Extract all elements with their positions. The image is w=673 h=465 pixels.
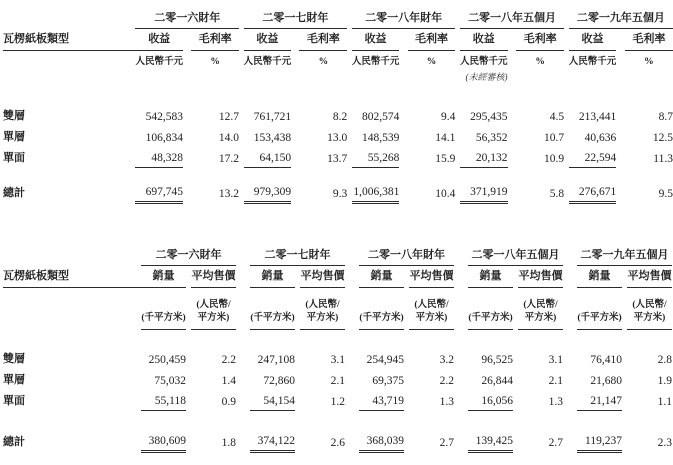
unit-label: 人民幣千元: [351, 56, 400, 67]
total-revenue-value: 979,309: [244, 182, 292, 203]
year-header: 二零一八年財年: [352, 9, 456, 29]
volume-value: 21,147: [577, 390, 622, 411]
asp-value: 1.9: [657, 374, 672, 387]
year-header: 二零一八年五個月: [468, 246, 563, 266]
margin-value: 12.7: [218, 110, 240, 123]
volume-value: 54,154: [250, 390, 295, 411]
margin-value: 9.4: [441, 110, 456, 123]
total-asp-value: 2.7: [439, 436, 454, 449]
total-revenue-value: 276,671: [569, 182, 617, 203]
asp-value: 3.2: [439, 353, 454, 366]
gross-margin-column-header: 毛利率: [625, 29, 673, 51]
revenue-value: 542,583: [145, 110, 183, 123]
total-volume-value: 368,039: [359, 431, 404, 452]
volume-value: 69,375: [372, 374, 404, 387]
revenue-value: 295,435: [470, 110, 508, 123]
revenue-value: 802,574: [361, 110, 400, 123]
total-volume-value: 380,609: [141, 431, 186, 452]
asp-column-header: 平均售價: [627, 266, 672, 288]
gross-margin-column-header: 毛利率: [299, 29, 347, 51]
margin-value: 13.7: [327, 152, 348, 165]
row-label: 單面: [3, 151, 25, 164]
total-margin-value: 5.8: [549, 187, 565, 200]
year-header: 二零一六財年: [135, 9, 239, 29]
total-margin-value: 9.5: [658, 187, 673, 200]
year-header: 二零一八年五個月: [460, 9, 564, 29]
asp-column-header: 平均售價: [191, 266, 236, 288]
total-volume-value: 139,425: [468, 431, 513, 452]
gross-margin-column-header: 毛利率: [408, 29, 456, 51]
volume-value: 26,844: [481, 374, 513, 387]
revenue-column-header: 收益: [244, 29, 292, 51]
margin-value: 15.9: [435, 152, 456, 165]
gross-margin-column-header: 毛利率: [191, 29, 239, 51]
table-row: [3, 105, 673, 126]
asp-value: 0.9: [221, 395, 236, 408]
volume-column-header: 銷量: [141, 266, 186, 288]
total-label: 總計: [3, 435, 25, 448]
revenue-value: 55,268: [352, 147, 400, 168]
volume-value: 96,525: [481, 353, 513, 366]
unit-label: 人民幣千元: [243, 56, 292, 67]
gross-margin-column-header: 毛利率: [516, 29, 564, 51]
volume-value: 250,459: [148, 353, 186, 366]
unit-label: 人民幣千元: [568, 56, 617, 67]
asp-value: 1.3: [548, 395, 563, 408]
margin-value: 10.7: [544, 131, 565, 144]
revenue-value: 22,594: [569, 147, 617, 168]
year-header: 二零一八年財年: [359, 246, 454, 266]
revenue-value: 20,132: [460, 147, 508, 168]
unit-label: %: [426, 56, 437, 67]
revenue-value: 148,539: [361, 131, 400, 144]
volume-column-header: 銷量: [359, 266, 404, 288]
margin-value: 17.2: [218, 152, 240, 165]
volume-column-header: 銷量: [250, 266, 295, 288]
row-label: 單層: [3, 130, 25, 143]
table-row: [3, 348, 672, 369]
revenue-value: 48,328: [135, 147, 183, 168]
margin-value: 14.1: [435, 131, 456, 144]
margin-value: 13.0: [327, 131, 348, 144]
volume-value: 21,680: [590, 374, 622, 387]
unit-label: (人民幣/ 平方米): [300, 288, 345, 330]
volume-value: 72,860: [263, 374, 295, 387]
unit-row: [3, 288, 672, 330]
unit-label: (千平方米): [250, 288, 295, 330]
year-header: 二零一七財年: [244, 9, 348, 29]
table-row: [3, 147, 673, 168]
volume-value: 76,410: [590, 353, 622, 366]
unit-label: (千平方米): [141, 288, 186, 330]
volume-column-header: 銷量: [577, 266, 622, 288]
total-asp-value: 2.7: [548, 436, 563, 449]
volume-value: 75,032: [154, 374, 186, 387]
revenue-value: 106,834: [145, 131, 183, 144]
row-label: 雙層: [3, 352, 25, 365]
revenue-value: 213,441: [578, 110, 617, 123]
asp-value: 2.2: [221, 353, 236, 366]
asp-value: 1.2: [330, 395, 345, 408]
unit-label: %: [210, 56, 220, 67]
margin-value: 14.0: [218, 131, 240, 144]
unit-label: %: [644, 56, 654, 67]
margin-value: 8.2: [332, 110, 348, 123]
volume-value: 43,719: [359, 390, 404, 411]
margin-value: 12.5: [652, 131, 673, 144]
asp-value: 3.1: [548, 353, 563, 366]
unit-label: %: [318, 56, 329, 67]
margin-value: 11.3: [653, 152, 673, 165]
row-label: 雙層: [3, 109, 25, 122]
revenue-column-header: 收益: [352, 29, 400, 51]
volume-value: 16,056: [468, 390, 513, 411]
margin-value: 8.7: [658, 110, 673, 123]
asp-value: 1.3: [439, 395, 454, 408]
revenue-column-header: 收益: [460, 29, 508, 51]
year-header-row: [3, 246, 672, 266]
revenue-value: 64,150: [244, 147, 292, 168]
year-header: 二零一六財年: [141, 246, 236, 266]
unit-label: (人民幣/ 平方米): [518, 288, 563, 330]
unit-row: [3, 51, 673, 69]
unit-label: %: [535, 56, 545, 67]
total-margin-value: 10.4: [435, 187, 456, 200]
total-revenue-value: 1,006,381: [352, 182, 400, 203]
margin-value: 4.5: [549, 110, 565, 123]
table-row: [3, 390, 672, 411]
row-label: 單面: [3, 394, 25, 407]
year-header: 二零一九年五個月: [577, 246, 672, 266]
year-header: 二零一七財年: [250, 246, 345, 266]
corrugated-board-type-header: 瓦楞紙板類型: [3, 29, 135, 51]
total-margin-value: 9.3: [332, 187, 348, 200]
column-header-row: [3, 266, 672, 288]
total-revenue-value: 371,919: [460, 182, 508, 203]
year-header-row: [3, 9, 673, 29]
unaudited-note: (未經審核): [465, 71, 508, 82]
corrugated-board-type-header: 瓦楞紙板類型: [3, 266, 141, 288]
column-header-row: [3, 29, 673, 51]
total-volume-value: 119,237: [577, 431, 622, 452]
volume-value: 247,108: [257, 353, 295, 366]
asp-value: 3.1: [330, 353, 345, 366]
revenue-column-header: 收益: [135, 29, 183, 51]
asp-column-header: 平均售價: [409, 266, 454, 288]
table-row: [3, 126, 673, 147]
asp-column-header: 平均售價: [300, 266, 345, 288]
table-row: [3, 369, 672, 390]
asp-value: 2.1: [548, 374, 563, 387]
revenue-value: 153,438: [253, 131, 292, 144]
revenue-value: 761,721: [253, 110, 292, 123]
volume-column-header: 銷量: [468, 266, 513, 288]
unit-label: (千平方米): [359, 288, 404, 330]
asp-value: 2.2: [439, 374, 454, 387]
volume-value: 55,118: [141, 390, 186, 411]
revenue-value: 40,636: [584, 131, 617, 144]
total-volume-value: 374,122: [250, 431, 295, 452]
unit-label: (千平方米): [468, 288, 513, 330]
volume-value: 254,945: [366, 353, 404, 366]
revenue-value: 56,352: [475, 131, 508, 144]
year-header: 二零一九年五個月: [569, 9, 673, 29]
unit-label: (人民幣/ 平方米): [627, 288, 672, 330]
asp-column-header: 平均售價: [518, 266, 563, 288]
unit-label: 人民幣千元: [460, 56, 508, 67]
unaudited-note-row: [3, 69, 673, 83]
total-label: 總計: [3, 186, 25, 199]
row-label: 單層: [3, 373, 25, 386]
total-revenue-value: 697,745: [135, 182, 183, 203]
unit-label: 人民幣千元: [135, 56, 183, 67]
total-asp-value: 2.3: [657, 436, 672, 449]
asp-value: 1.4: [221, 374, 236, 387]
unit-label: (人民幣/ 平方米): [409, 288, 454, 330]
total-margin-value: 13.2: [218, 187, 240, 200]
financial-tables-page: [3, 9, 673, 453]
total-asp-value: 2.6: [330, 436, 345, 449]
asp-value: 2.8: [657, 353, 672, 366]
asp-value: 1.1: [657, 395, 672, 408]
asp-value: 2.1: [330, 374, 345, 387]
total-row: [3, 431, 672, 452]
unit-label: (千平方米): [577, 288, 622, 330]
margin-value: 10.9: [544, 152, 565, 165]
revenue-column-header: 收益: [569, 29, 617, 51]
unit-label: (人民幣/ 平方米): [191, 288, 236, 330]
total-asp-value: 1.8: [221, 436, 236, 449]
total-row: [3, 182, 673, 203]
revenue-gross-margin-table: [3, 9, 673, 204]
sales-volume-asp-table: [3, 246, 672, 453]
